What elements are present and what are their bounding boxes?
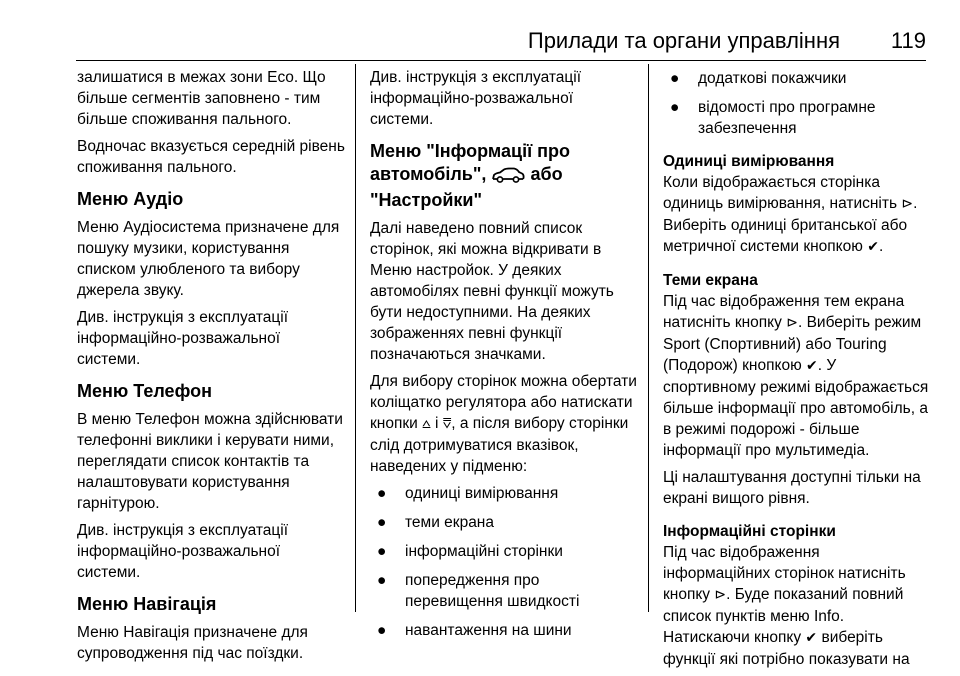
list-item: ● відомості про програмне забезпечення — [670, 99, 876, 137]
list-item: ● одиниці вимірювання — [377, 485, 559, 502]
paragraph: Див. інструкція з експлуатації інформаційно-розважальної системи. — [77, 522, 289, 581]
column-divider — [355, 64, 356, 612]
paragraph: Під час відображення тем екрана натисніть кнопку ⊳. Виберіть режим Sport (Спортивний) або Touring (Подорож) кнопкою ✔. У спортивному режимі відображається більше інформації про автомобіль, а в режимі подорожі - більше інформації про мультимедіа. — [663, 293, 929, 459]
column-3 — [663, 62, 931, 676]
bullet-icon: ● — [377, 572, 387, 589]
column-1 — [77, 62, 347, 670]
section-heading-vehicle-info — [370, 140, 640, 212]
paragraph: Водночас вказується середній рівень споживання пального. — [77, 138, 345, 176]
down-arrow-icon: ⩢ — [442, 416, 452, 432]
paragraph: Ці налаштування доступні тільки на екрані вищого рівня. — [663, 469, 921, 507]
bullet-icon: ● — [377, 543, 387, 560]
paragraph: залишатися в межах зони Eco. Що більше сегментів заповнено - тим більше споживання пального. — [77, 69, 326, 128]
submenu-list-continued — [663, 68, 931, 139]
bullet-icon: ● — [377, 485, 387, 502]
check-icon: ✔ — [805, 630, 818, 646]
next-icon: ⊳ — [901, 196, 914, 212]
paragraph: Меню Навігація призначене для супроводження під час поїздки. — [77, 624, 308, 662]
up-arrow-icon: ⩟ — [422, 416, 431, 432]
bullet-icon: ● — [670, 99, 680, 116]
header-rule — [76, 60, 926, 61]
subheading-screen-themes: Теми екрана — [663, 272, 758, 289]
list-item: ● навантаження на шини — [377, 622, 572, 639]
paragraph: Див. інструкція з експлуатації інформаційно-розважальної системи. — [77, 309, 289, 368]
list-item: ● попередження про перевищення швидкості — [377, 572, 580, 610]
paragraph: Коли відображається сторінка одиниць вимірювання, натисніть ⊳. Виберіть одиниці британської або метричної системи кнопкою ✔. — [663, 174, 918, 255]
subheading-info-pages: Інформаційні сторінки — [663, 523, 836, 540]
subheading-units: Одиниці вимірювання — [663, 153, 835, 170]
column-divider — [648, 64, 649, 612]
next-icon: ⊳ — [714, 587, 727, 603]
submenu-list — [370, 483, 640, 641]
column-2 — [370, 62, 640, 649]
check-icon: ✔ — [867, 239, 879, 255]
heading-text: "Настройки" — [370, 190, 483, 210]
page-title: Прилади та органи управління — [527, 28, 840, 53]
next-icon: ⊳ — [786, 315, 798, 331]
page-number: 119 — [890, 28, 926, 53]
bullet-icon: ● — [670, 70, 680, 87]
section-heading-phone: Меню Телефон — [77, 381, 212, 401]
section-heading-audio: Меню Аудіо — [77, 189, 184, 209]
page-header — [0, 0, 960, 64]
check-icon: ✔ — [806, 358, 818, 374]
paragraph: Далі наведено повний список сторінок, які можна відкривати в Меню настройок. У деяких автомобілях певні функції можуть бути недоступними. На деяких зображеннях певні функції позначаються значками. — [370, 220, 614, 363]
heading-text: або — [530, 164, 563, 184]
list-item: ● теми екрана — [377, 514, 494, 531]
list-item: ● інформаційні сторінки — [377, 543, 563, 560]
bullet-icon: ● — [377, 514, 387, 531]
bullet-icon: ● — [377, 622, 387, 639]
heading-text: Меню "Інформації про автомобіль", — [370, 141, 571, 184]
list-item: ● додаткові покажчики — [670, 70, 847, 87]
paragraph: Див. інструкція з експлуатації інформаційно-розважальної системи. — [370, 69, 582, 128]
section-heading-navigation: Меню Навігація — [77, 594, 217, 614]
car-icon — [491, 166, 525, 189]
paragraph: Для вибору сторінок можна обертати коліщатко регулятора або натискати кнопки ⩟ і ⩢, а після вибору сторінки слід дотримуватися вказівок, наведених у підменю: — [370, 373, 637, 475]
paragraph: Під час відображення інформаційних сторінок натисніть кнопку ⊳. Буде показаний повний список пунктів меню Info. Натискаючи кнопку ✔ виберіть функції які потрібно показувати на — [663, 544, 910, 668]
paragraph: Меню Аудіосистема призначене для пошуку музики, користування списком улюбленого та вибору джерела звуку. — [77, 219, 340, 299]
paragraph: В меню Телефон можна здійснювати телефонні виклики і керувати ними, переглядати список контактів та налаштовувати користування гарнітурою. — [77, 411, 343, 512]
